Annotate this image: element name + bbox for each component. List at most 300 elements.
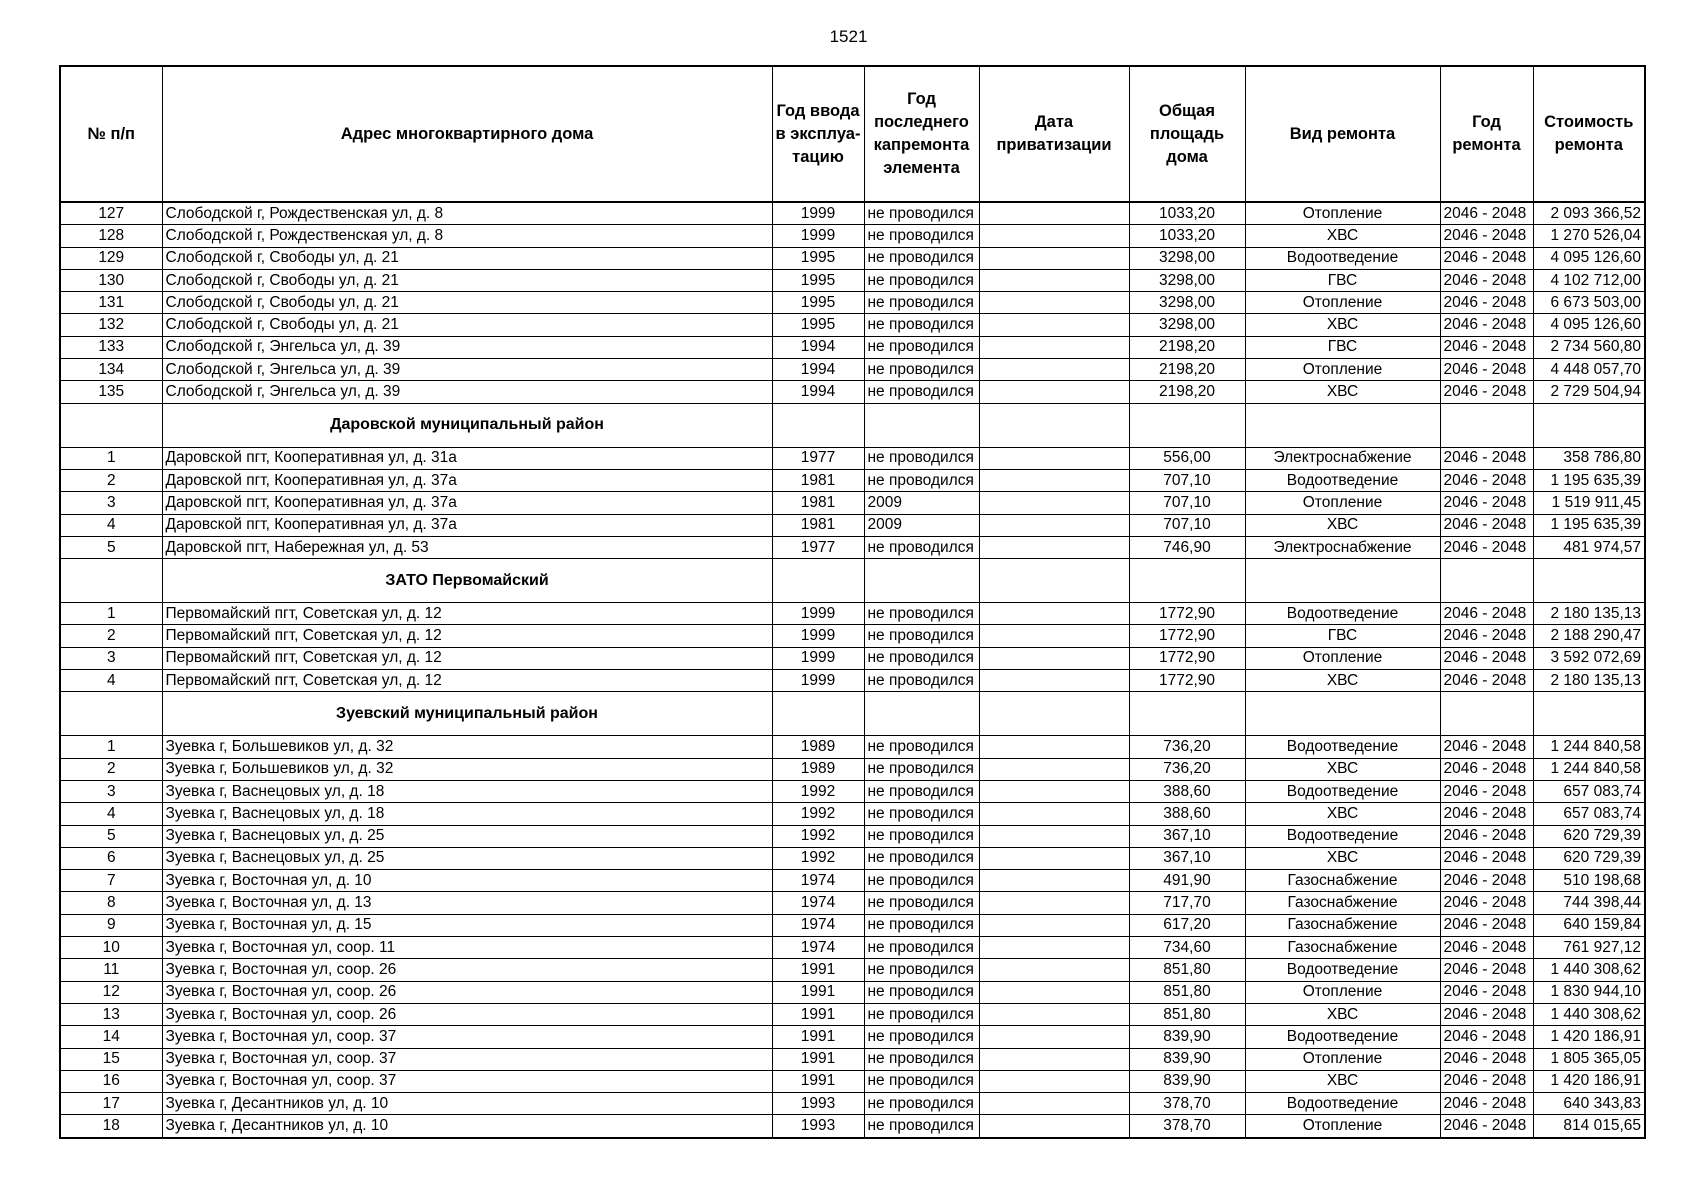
- cell-area: 2198,20: [1129, 359, 1245, 381]
- table-row: [60, 469, 1645, 491]
- cell-year-built: 1974: [772, 914, 864, 936]
- cell-repair-type: Отопление: [1245, 359, 1440, 381]
- cell-privatization: [979, 1115, 1129, 1138]
- cell-num: 5: [60, 536, 162, 558]
- cell-privatization: [979, 447, 1129, 469]
- cell-repair-type: Отопление: [1245, 981, 1440, 1003]
- empty-cell: [1129, 403, 1245, 447]
- cell-year-built: 1974: [772, 892, 864, 914]
- cell-num: 10: [60, 937, 162, 959]
- cell-cost: 4 095 126,60: [1533, 314, 1645, 336]
- cell-repair-type: Газоснабжение: [1245, 914, 1440, 936]
- cell-repair-type: ХВС: [1245, 1003, 1440, 1025]
- cell-address: Даровской пгт, Набережная ул, д. 53: [162, 536, 772, 558]
- cell-privatization: [979, 758, 1129, 780]
- cell-last-repair: не проводился: [864, 269, 979, 291]
- cell-year-built: 1999: [772, 625, 864, 647]
- cell-repair-year: 2046 - 2048: [1440, 269, 1533, 291]
- empty-cell: [1440, 559, 1533, 603]
- cell-area: 734,60: [1129, 937, 1245, 959]
- cell-year-built: 1991: [772, 1026, 864, 1048]
- cell-privatization: [979, 1003, 1129, 1025]
- cell-num: 2: [60, 758, 162, 780]
- cell-cost: 2 180 135,13: [1533, 670, 1645, 692]
- empty-cell: [772, 692, 864, 736]
- cell-area: 3298,00: [1129, 314, 1245, 336]
- table-row: [60, 780, 1645, 802]
- cell-cost: 1 420 186,91: [1533, 1026, 1645, 1048]
- cell-year-built: 1994: [772, 359, 864, 381]
- cell-repair-type: ХВС: [1245, 847, 1440, 869]
- cell-repair-year: 2046 - 2048: [1440, 758, 1533, 780]
- cell-privatization: [979, 603, 1129, 625]
- section-row: [60, 403, 1645, 447]
- empty-cell: [1245, 403, 1440, 447]
- cell-privatization: [979, 937, 1129, 959]
- cell-cost: 744 398,44: [1533, 892, 1645, 914]
- section-title: Даровской муниципальный район: [162, 403, 772, 447]
- cell-address: Слободской г, Рождественская ул, д. 8: [162, 202, 772, 225]
- cell-repair-year: 2046 - 2048: [1440, 359, 1533, 381]
- cell-privatization: [979, 825, 1129, 847]
- cell-privatization: [979, 469, 1129, 491]
- cell-repair-year: 2046 - 2048: [1440, 959, 1533, 981]
- cell-address: Зуевка г, Восточная ул, соор. 11: [162, 937, 772, 959]
- cell-repair-year: 2046 - 2048: [1440, 937, 1533, 959]
- cell-repair-type: ГВС: [1245, 625, 1440, 647]
- cell-year-built: 1995: [772, 314, 864, 336]
- cell-repair-type: Водоотведение: [1245, 959, 1440, 981]
- cell-area: 378,70: [1129, 1093, 1245, 1115]
- cell-privatization: [979, 647, 1129, 669]
- cell-cost: 1 195 635,39: [1533, 469, 1645, 491]
- cell-year-built: 1977: [772, 447, 864, 469]
- cell-address: Зуевка г, Восточная ул, соор. 26: [162, 1003, 772, 1025]
- cell-repair-year: 2046 - 2048: [1440, 202, 1533, 225]
- table-row: [60, 736, 1645, 758]
- cell-year-built: 1992: [772, 825, 864, 847]
- cell-privatization: [979, 1070, 1129, 1092]
- header-privatization: Дата приватизации: [979, 66, 1129, 202]
- cell-year-built: 1999: [772, 670, 864, 692]
- cell-privatization: [979, 847, 1129, 869]
- cell-num: 2: [60, 625, 162, 647]
- cell-repair-year: 2046 - 2048: [1440, 1070, 1533, 1092]
- cell-year-built: 1991: [772, 959, 864, 981]
- cell-last-repair: не проводился: [864, 758, 979, 780]
- cell-area: 851,80: [1129, 981, 1245, 1003]
- table-row: [60, 758, 1645, 780]
- cell-cost: 2 734 560,80: [1533, 336, 1645, 358]
- cell-address: Зуевка г, Большевиков ул, д. 32: [162, 736, 772, 758]
- cell-address: Зуевка г, Восточная ул, соор. 26: [162, 981, 772, 1003]
- cell-area: 851,80: [1129, 959, 1245, 981]
- cell-num: 127: [60, 202, 162, 225]
- cell-repair-type: Водоотведение: [1245, 603, 1440, 625]
- table-row: [60, 1093, 1645, 1115]
- cell-repair-year: 2046 - 2048: [1440, 670, 1533, 692]
- cell-repair-type: ХВС: [1245, 314, 1440, 336]
- cell-last-repair: не проводился: [864, 670, 979, 692]
- cell-address: Слободской г, Энгельса ул, д. 39: [162, 336, 772, 358]
- table-row: [60, 247, 1645, 269]
- cell-last-repair: не проводился: [864, 937, 979, 959]
- cell-year-built: 1999: [772, 225, 864, 247]
- empty-cell: [772, 403, 864, 447]
- table-row: [60, 914, 1645, 936]
- table-row: [60, 1048, 1645, 1070]
- cell-num: 2: [60, 469, 162, 491]
- cell-last-repair: не проводился: [864, 292, 979, 314]
- cell-cost: 620 729,39: [1533, 847, 1645, 869]
- table-row: [60, 847, 1645, 869]
- cell-area: 707,10: [1129, 514, 1245, 536]
- table-row: [60, 1003, 1645, 1025]
- cell-num: 18: [60, 1115, 162, 1138]
- cell-address: Даровской пгт, Кооперативная ул, д. 37а: [162, 492, 772, 514]
- table-body: [60, 202, 1645, 1138]
- empty-cell: [1440, 692, 1533, 736]
- cell-year-built: 1992: [772, 780, 864, 802]
- cell-cost: 1 270 526,04: [1533, 225, 1645, 247]
- cell-year-built: 1981: [772, 492, 864, 514]
- cell-privatization: [979, 336, 1129, 358]
- cell-privatization: [979, 892, 1129, 914]
- cell-privatization: [979, 1048, 1129, 1070]
- cell-repair-year: 2046 - 2048: [1440, 314, 1533, 336]
- cell-area: 367,10: [1129, 825, 1245, 847]
- cell-last-repair: не проводился: [864, 803, 979, 825]
- cell-last-repair: не проводился: [864, 780, 979, 802]
- cell-address: Зуевка г, Десантников ул, д. 10: [162, 1093, 772, 1115]
- cell-repair-type: Газоснабжение: [1245, 937, 1440, 959]
- cell-repair-type: Водоотведение: [1245, 825, 1440, 847]
- cell-repair-year: 2046 - 2048: [1440, 780, 1533, 802]
- cell-address: Зуевка г, Васнецовых ул, д. 25: [162, 825, 772, 847]
- cell-year-built: 1994: [772, 381, 864, 403]
- table-row: [60, 359, 1645, 381]
- table-row: [60, 981, 1645, 1003]
- cell-cost: 4 095 126,60: [1533, 247, 1645, 269]
- cell-last-repair: не проводился: [864, 870, 979, 892]
- cell-repair-type: ХВС: [1245, 758, 1440, 780]
- cell-area: 707,10: [1129, 492, 1245, 514]
- cell-year-built: 1995: [772, 292, 864, 314]
- cell-year-built: 1977: [772, 536, 864, 558]
- cell-year-built: 1981: [772, 514, 864, 536]
- table-row: [60, 314, 1645, 336]
- cell-last-repair: не проводился: [864, 359, 979, 381]
- cell-last-repair: не проводился: [864, 981, 979, 1003]
- cell-repair-year: 2046 - 2048: [1440, 892, 1533, 914]
- cell-num: 17: [60, 1093, 162, 1115]
- empty-cell: [1533, 403, 1645, 447]
- cell-address: Слободской г, Рождественская ул, д. 8: [162, 225, 772, 247]
- section-row: [60, 559, 1645, 603]
- cell-privatization: [979, 780, 1129, 802]
- cell-num: 15: [60, 1048, 162, 1070]
- table-row: [60, 959, 1645, 981]
- cell-cost: 640 159,84: [1533, 914, 1645, 936]
- cell-repair-year: 2046 - 2048: [1440, 514, 1533, 536]
- cell-num: 4: [60, 670, 162, 692]
- cell-year-built: 1994: [772, 336, 864, 358]
- cell-privatization: [979, 959, 1129, 981]
- cell-address: Зуевка г, Восточная ул, соор. 26: [162, 959, 772, 981]
- empty-cell: [979, 403, 1129, 447]
- cell-repair-year: 2046 - 2048: [1440, 381, 1533, 403]
- cell-address: Первомайский пгт, Советская ул, д. 12: [162, 647, 772, 669]
- cell-area: 378,70: [1129, 1115, 1245, 1138]
- cell-area: 388,60: [1129, 780, 1245, 802]
- cell-year-built: 1991: [772, 981, 864, 1003]
- cell-last-repair: не проводился: [864, 314, 979, 336]
- cell-area: 367,10: [1129, 847, 1245, 869]
- cell-address: Зуевка г, Восточная ул, соор. 37: [162, 1070, 772, 1092]
- cell-cost: 1 420 186,91: [1533, 1070, 1645, 1092]
- cell-repair-year: 2046 - 2048: [1440, 536, 1533, 558]
- table-row: [60, 1026, 1645, 1048]
- cell-cost: 1 195 635,39: [1533, 514, 1645, 536]
- cell-year-built: 1995: [772, 247, 864, 269]
- cell-year-built: 1992: [772, 803, 864, 825]
- cell-area: 839,90: [1129, 1048, 1245, 1070]
- cell-num: 8: [60, 892, 162, 914]
- cell-last-repair: не проводился: [864, 1115, 979, 1138]
- cell-privatization: [979, 314, 1129, 336]
- cell-repair-year: 2046 - 2048: [1440, 625, 1533, 647]
- cell-area: 1033,20: [1129, 225, 1245, 247]
- cell-repair-type: Газоснабжение: [1245, 892, 1440, 914]
- cell-repair-type: Водоотведение: [1245, 1026, 1440, 1048]
- cell-repair-type: Отопление: [1245, 492, 1440, 514]
- table-row: [60, 625, 1645, 647]
- table-row: [60, 447, 1645, 469]
- cell-area: 3298,00: [1129, 247, 1245, 269]
- table-row: [60, 1115, 1645, 1138]
- cell-num: 13: [60, 1003, 162, 1025]
- cell-area: 736,20: [1129, 736, 1245, 758]
- cell-last-repair: не проводился: [864, 247, 979, 269]
- cell-last-repair: не проводился: [864, 536, 979, 558]
- cell-address: Слободской г, Энгельса ул, д. 39: [162, 359, 772, 381]
- cell-repair-type: ГВС: [1245, 336, 1440, 358]
- table-row: [60, 336, 1645, 358]
- table-row: [60, 269, 1645, 291]
- table-row: [60, 514, 1645, 536]
- cell-last-repair: не проводился: [864, 202, 979, 225]
- cell-privatization: [979, 625, 1129, 647]
- cell-repair-type: ХВС: [1245, 225, 1440, 247]
- cell-year-built: 1993: [772, 1093, 864, 1115]
- cell-area: 617,20: [1129, 914, 1245, 936]
- header-last-repair: Год последнего капремонта элемента: [864, 66, 979, 202]
- table-row: [60, 225, 1645, 247]
- cell-address: Зуевка г, Восточная ул, соор. 37: [162, 1048, 772, 1070]
- cell-num: 130: [60, 269, 162, 291]
- cell-area: 1772,90: [1129, 647, 1245, 669]
- cell-year-built: 1999: [772, 202, 864, 225]
- cell-repair-year: 2046 - 2048: [1440, 847, 1533, 869]
- cell-repair-year: 2046 - 2048: [1440, 247, 1533, 269]
- empty-cell: [1533, 692, 1645, 736]
- cell-year-built: 1992: [772, 847, 864, 869]
- cell-cost: 1 440 308,62: [1533, 959, 1645, 981]
- cell-cost: 4 448 057,70: [1533, 359, 1645, 381]
- cell-cost: 3 592 072,69: [1533, 647, 1645, 669]
- header-repair-year: Год ремонта: [1440, 66, 1533, 202]
- cell-cost: 2 180 135,13: [1533, 603, 1645, 625]
- cell-area: 851,80: [1129, 1003, 1245, 1025]
- cell-last-repair: не проводился: [864, 625, 979, 647]
- cell-last-repair: не проводился: [864, 1026, 979, 1048]
- cell-year-built: 1974: [772, 937, 864, 959]
- cell-cost: 1 440 308,62: [1533, 1003, 1645, 1025]
- cell-repair-year: 2046 - 2048: [1440, 981, 1533, 1003]
- cell-last-repair: не проводился: [864, 847, 979, 869]
- cell-repair-type: Отопление: [1245, 1115, 1440, 1138]
- cell-num: 131: [60, 292, 162, 314]
- cell-year-built: 1999: [772, 647, 864, 669]
- empty-cell: [1245, 559, 1440, 603]
- cell-num: 11: [60, 959, 162, 981]
- cell-privatization: [979, 225, 1129, 247]
- cell-address: Зуевка г, Восточная ул, д. 13: [162, 892, 772, 914]
- cell-cost: 1 244 840,58: [1533, 758, 1645, 780]
- cell-num: 12: [60, 981, 162, 1003]
- cell-area: 3298,00: [1129, 269, 1245, 291]
- cell-repair-year: 2046 - 2048: [1440, 492, 1533, 514]
- cell-repair-year: 2046 - 2048: [1440, 469, 1533, 491]
- header-area: Общая площадь дома: [1129, 66, 1245, 202]
- cell-privatization: [979, 269, 1129, 291]
- cell-last-repair: не проводился: [864, 647, 979, 669]
- cell-area: 2198,20: [1129, 336, 1245, 358]
- header-address: Адрес многоквартирного дома: [162, 66, 772, 202]
- cell-num: 7: [60, 870, 162, 892]
- cell-num: 4: [60, 803, 162, 825]
- cell-area: 839,90: [1129, 1070, 1245, 1092]
- cell-repair-type: ГВС: [1245, 269, 1440, 291]
- cell-num: 128: [60, 225, 162, 247]
- cell-num: 3: [60, 647, 162, 669]
- cell-cost: 1 830 944,10: [1533, 981, 1645, 1003]
- cell-year-built: 1991: [772, 1003, 864, 1025]
- cell-repair-year: 2046 - 2048: [1440, 803, 1533, 825]
- cell-repair-type: Электроснабжение: [1245, 536, 1440, 558]
- cell-repair-year: 2046 - 2048: [1440, 914, 1533, 936]
- cell-num: 135: [60, 381, 162, 403]
- cell-num: 1: [60, 736, 162, 758]
- cell-cost: 640 343,83: [1533, 1093, 1645, 1115]
- cell-repair-year: 2046 - 2048: [1440, 1048, 1533, 1070]
- cell-area: 839,90: [1129, 1026, 1245, 1048]
- cell-repair-year: 2046 - 2048: [1440, 647, 1533, 669]
- cell-area: 388,60: [1129, 803, 1245, 825]
- cell-last-repair: не проводился: [864, 1003, 979, 1025]
- empty-cell: [979, 692, 1129, 736]
- cell-num: 133: [60, 336, 162, 358]
- table-row: [60, 1070, 1645, 1092]
- cell-repair-year: 2046 - 2048: [1440, 870, 1533, 892]
- table-row: [60, 536, 1645, 558]
- cell-repair-year: 2046 - 2048: [1440, 1115, 1533, 1138]
- cell-cost: 1 244 840,58: [1533, 736, 1645, 758]
- cell-repair-year: 2046 - 2048: [1440, 736, 1533, 758]
- table-row: [60, 892, 1645, 914]
- table-row: [60, 870, 1645, 892]
- cell-address: Слободской г, Свободы ул, д. 21: [162, 292, 772, 314]
- cell-address: Слободской г, Свободы ул, д. 21: [162, 314, 772, 336]
- cell-last-repair: не проводился: [864, 381, 979, 403]
- table-header: [60, 66, 1645, 202]
- cell-repair-year: 2046 - 2048: [1440, 603, 1533, 625]
- cell-address: Первомайский пгт, Советская ул, д. 12: [162, 670, 772, 692]
- cell-cost: 620 729,39: [1533, 825, 1645, 847]
- header-year-built: Год ввода в эксплуа-тацию: [772, 66, 864, 202]
- cell-privatization: [979, 536, 1129, 558]
- cell-repair-type: Отопление: [1245, 1048, 1440, 1070]
- cell-repair-type: Отопление: [1245, 647, 1440, 669]
- table-row: [60, 202, 1645, 225]
- cell-address: Зуевка г, Васнецовых ул, д. 18: [162, 803, 772, 825]
- cell-last-repair: 2009: [864, 492, 979, 514]
- empty-cell: [60, 403, 162, 447]
- cell-repair-type: ХВС: [1245, 381, 1440, 403]
- cell-address: Зуевка г, Восточная ул, д. 10: [162, 870, 772, 892]
- cell-address: Зуевка г, Восточная ул, д. 15: [162, 914, 772, 936]
- cell-last-repair: не проводился: [864, 447, 979, 469]
- cell-area: 1772,90: [1129, 603, 1245, 625]
- cell-cost: 6 673 503,00: [1533, 292, 1645, 314]
- cell-num: 9: [60, 914, 162, 936]
- empty-cell: [864, 692, 979, 736]
- cell-repair-type: Водоотведение: [1245, 736, 1440, 758]
- cell-privatization: [979, 981, 1129, 1003]
- cell-area: 707,10: [1129, 469, 1245, 491]
- table-row: [60, 647, 1645, 669]
- empty-cell: [772, 559, 864, 603]
- cell-cost: 358 786,80: [1533, 447, 1645, 469]
- cell-privatization: [979, 202, 1129, 225]
- cell-cost: 510 198,68: [1533, 870, 1645, 892]
- table-row: [60, 825, 1645, 847]
- cell-repair-type: ХВС: [1245, 1070, 1440, 1092]
- section-title: ЗАТО Первомайский: [162, 559, 772, 603]
- cell-privatization: [979, 247, 1129, 269]
- cell-repair-type: ХВС: [1245, 803, 1440, 825]
- cell-area: 717,70: [1129, 892, 1245, 914]
- cell-area: 2198,20: [1129, 381, 1245, 403]
- cell-repair-year: 2046 - 2048: [1440, 336, 1533, 358]
- cell-privatization: [979, 359, 1129, 381]
- cell-num: 16: [60, 1070, 162, 1092]
- cell-cost: 2 093 366,52: [1533, 202, 1645, 225]
- table-row: [60, 381, 1645, 403]
- empty-cell: [1533, 559, 1645, 603]
- cell-num: 129: [60, 247, 162, 269]
- cell-last-repair: не проводился: [864, 1070, 979, 1092]
- cell-privatization: [979, 870, 1129, 892]
- cell-last-repair: не проводился: [864, 825, 979, 847]
- header-cost: Стоимость ремонта: [1533, 66, 1645, 202]
- cell-num: 5: [60, 825, 162, 847]
- cell-privatization: [979, 492, 1129, 514]
- cell-privatization: [979, 1026, 1129, 1048]
- empty-cell: [1129, 559, 1245, 603]
- cell-address: Слободской г, Свободы ул, д. 21: [162, 247, 772, 269]
- cell-cost: 4 102 712,00: [1533, 269, 1645, 291]
